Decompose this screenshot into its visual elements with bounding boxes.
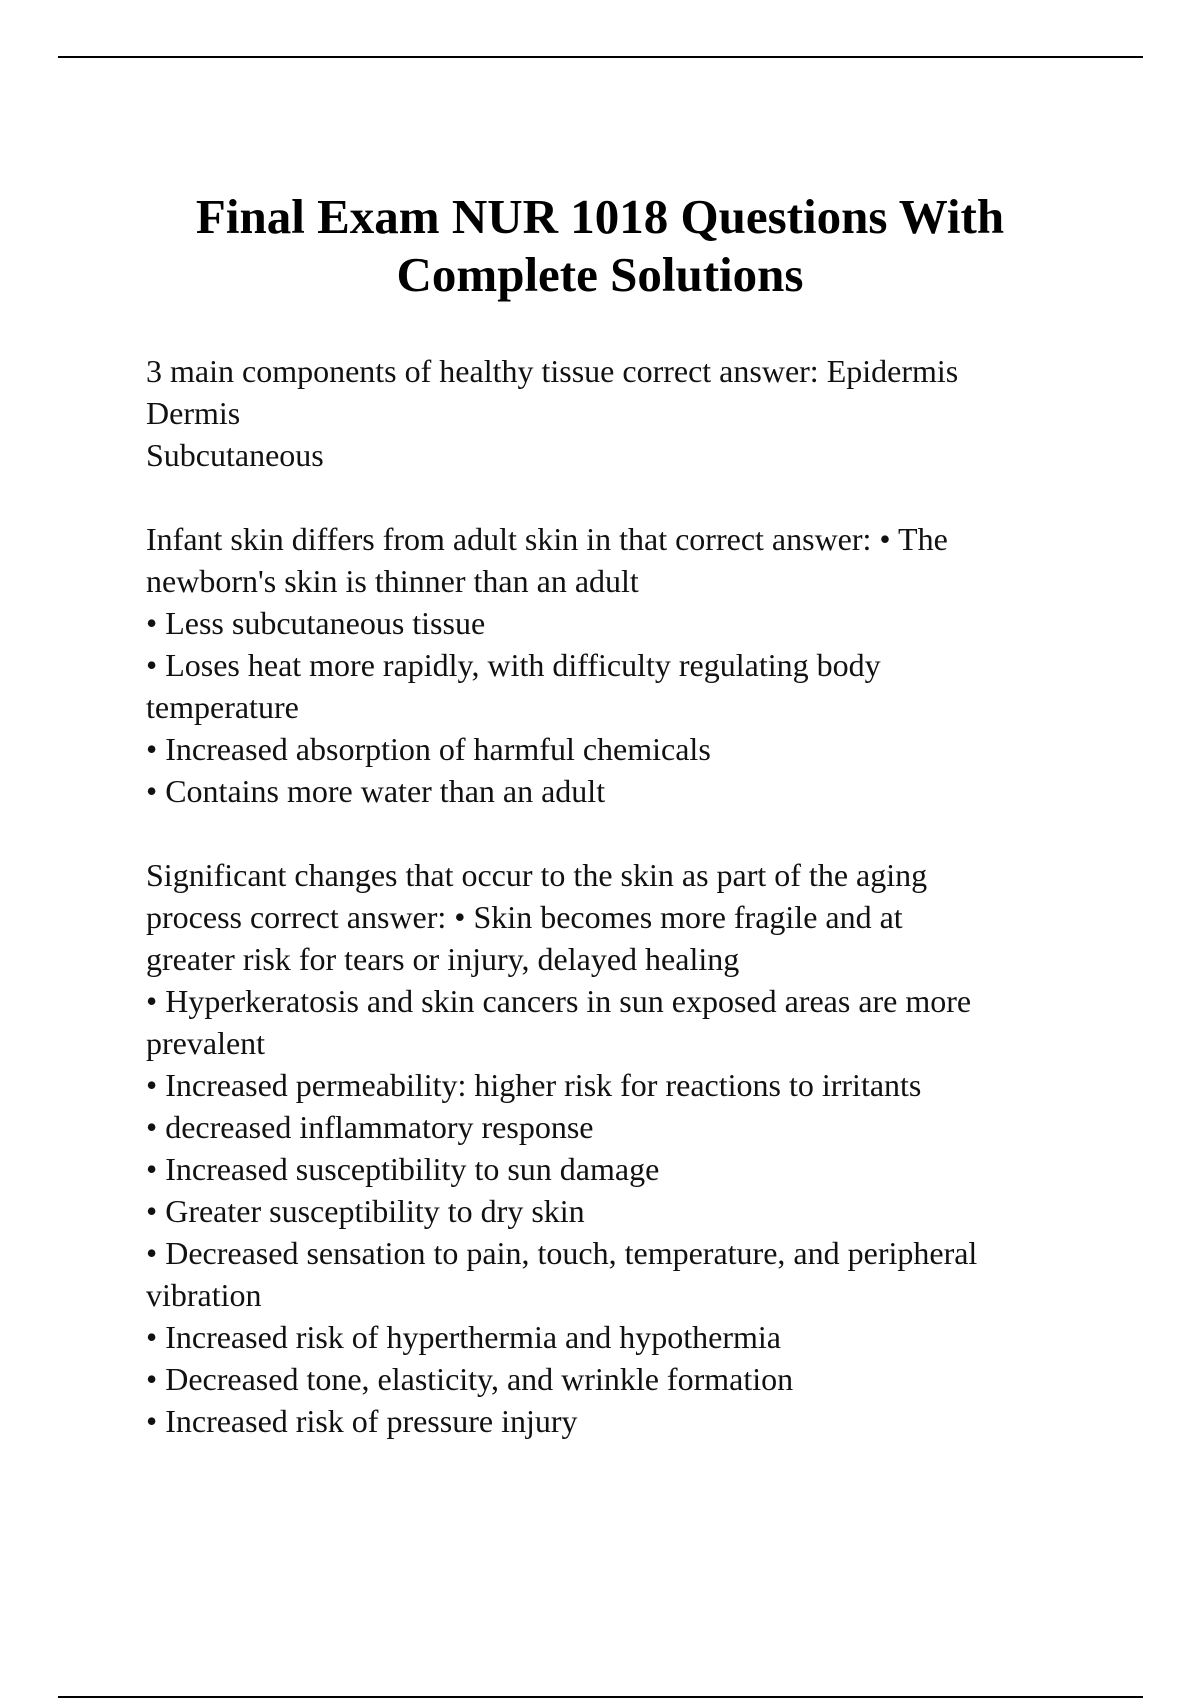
document-body xyxy=(146,350,1106,1442)
text-line: vibration xyxy=(146,1277,262,1313)
text-line: • Increased susceptibility to sun damage xyxy=(146,1151,660,1187)
text-line: • Decreased tone, elasticity, and wrinkle formation xyxy=(146,1361,794,1397)
text-line: prevalent xyxy=(146,1025,266,1061)
text-line: temperature xyxy=(146,689,299,725)
text-line: • Less subcutaneous tissue xyxy=(146,605,486,641)
text-line: • decreased inflammatory response xyxy=(146,1109,594,1145)
text-line: 3 main components of healthy tissue correct answer: Epidermis xyxy=(146,353,959,389)
title-line: Complete Solutions xyxy=(396,247,804,302)
text-line: • Contains more water than an adult xyxy=(146,773,606,809)
text-line: • Increased risk of pressure injury xyxy=(146,1403,578,1439)
qa-item xyxy=(146,350,1106,476)
qa-item xyxy=(146,518,1106,812)
top-divider xyxy=(58,56,1143,58)
text-line: • Hyperkeratosis and skin cancers in sun exposed areas are more xyxy=(146,983,972,1019)
text-line: • Increased absorption of harmful chemicals xyxy=(146,731,711,767)
text-line: • Increased risk of hyperthermia and hypothermia xyxy=(146,1319,781,1355)
text-line: process correct answer: • Skin becomes more fragile and at xyxy=(146,899,903,935)
text-line: • Increased permeability: higher risk for reactions to irritants xyxy=(146,1067,922,1103)
title-line: Final Exam NUR 1018 Questions With xyxy=(195,189,1005,244)
text-line: greater risk for tears or injury, delayed healing xyxy=(146,941,740,977)
text-line: • Greater susceptibility to dry skin xyxy=(146,1193,585,1229)
document-title xyxy=(100,188,1100,304)
text-line: • Loses heat more rapidly, with difficulty regulating body xyxy=(146,647,881,683)
text-line: Subcutaneous xyxy=(146,437,324,473)
text-line: newborn's skin is thinner than an adult xyxy=(146,563,639,599)
text-line: Dermis xyxy=(146,395,241,431)
text-line: • Decreased sensation to pain, touch, temperature, and peripheral xyxy=(146,1235,978,1271)
qa-item xyxy=(146,854,1106,1442)
bottom-divider xyxy=(58,1696,1143,1698)
text-line: Significant changes that occur to the skin as part of the aging xyxy=(146,857,928,893)
text-line: Infant skin differs from adult skin in that correct answer: • The xyxy=(146,521,948,557)
